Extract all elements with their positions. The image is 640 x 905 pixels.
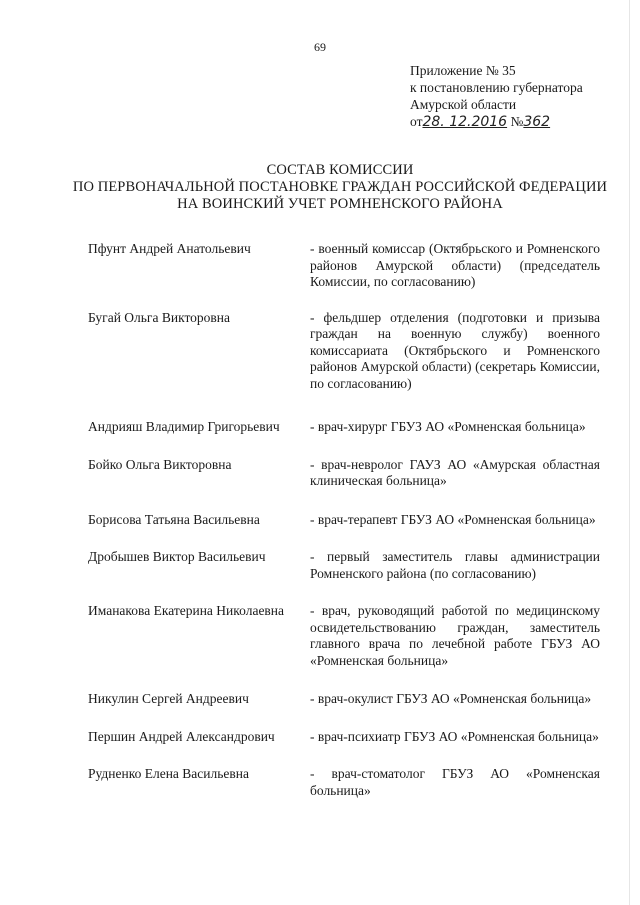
date-prefix: от	[410, 114, 423, 129]
number-prefix: №	[510, 114, 524, 129]
appendix-line-2: к постановлению губернатора	[410, 80, 583, 95]
page-number: 69	[314, 40, 326, 54]
member-name: Першин Андрей Александрович	[88, 728, 275, 744]
member-role: - военный комиссар (Октябрьского и Ромненского районов Амурской области) (председатель Комиссии, по согласованию)	[310, 241, 600, 289]
member-name: Борисова Татьяна Васильевна	[88, 511, 260, 527]
member-row	[88, 310, 600, 393]
member-role: - врач-хирург ГБУЗ АО «Ромненская больница»	[310, 419, 586, 434]
member-name: Бойко Ольга Викторовна	[88, 456, 232, 472]
member-row	[88, 603, 600, 669]
member-row	[88, 549, 600, 582]
appendix-line-1: Приложение № 35	[410, 63, 516, 78]
handwritten-number: 362	[523, 114, 551, 130]
member-name: Андрияш Владимир Григорьевич	[88, 419, 280, 434]
member-name: Пфунт Андрей Анатольевич	[88, 241, 251, 256]
page-edge-line	[629, 0, 630, 905]
member-list	[88, 241, 600, 799]
title-line-2: ПО ПЕРВОНАЧАЛЬНОЙ ПОСТАНОВКЕ ГРАЖДАН РОССИЙСКОЙ ФЕДЕРАЦИИ	[72, 179, 608, 195]
member-name: Дробышев Виктор Васильевич	[88, 549, 266, 564]
member-row	[88, 729, 600, 746]
appendix-block	[410, 62, 583, 131]
member-role: - врач-стоматолог ГБУЗ АО «Ромненская больница»	[310, 766, 600, 798]
title-line-3: НА ВОИНСКИЙ УЧЕТ РОМНЕНСКОГО РАЙОНА	[177, 196, 503, 212]
member-row	[88, 419, 600, 436]
member-row	[88, 691, 600, 708]
member-name: Иманакова Екатерина Николаевна	[88, 603, 285, 618]
member-role: - врач-психиатр ГБУЗ АО «Ромненская больница»	[310, 728, 599, 744]
member-name: Бугай Ольга Викторовна	[88, 309, 231, 325]
member-role: - врач-невролог ГАУЗ АО «Амурская областная клиническая больница»	[310, 456, 600, 488]
member-role: - врач-окулист ГБУЗ АО «Ромненская больница»	[310, 691, 592, 706]
appendix-date-line	[410, 113, 583, 131]
document-title	[40, 162, 640, 213]
member-role: - врач, руководящий работой по медицинскому освидетельствованию граждан, заместитель главного врача по лечебной работе ГБУЗ АО «Ромненская больница»	[310, 603, 600, 668]
member-name: Никулин Сергей Андреевич	[88, 691, 249, 706]
appendix-line-3: Амурской области	[410, 97, 517, 112]
member-row	[88, 766, 600, 799]
title-line-1: СОСТАВ КОМИССИИ	[266, 162, 414, 178]
member-role: - врач-терапевт ГБУЗ АО «Ромненская больница»	[310, 511, 596, 527]
member-row	[88, 241, 600, 291]
member-row	[88, 512, 600, 529]
member-name: Рудненко Елена Васильевна	[88, 766, 249, 781]
member-role: - первый заместитель главы администрации Ромненского района (по согласованию)	[310, 549, 600, 581]
member-role: - фельдшер отделения (подготовки и призыва граждан на военную службу) военного комиссариата (Октябрьского и Ромненского районов Амурской области) (секретарь Комиссии, по согласованию)	[310, 309, 600, 391]
member-row	[88, 457, 600, 490]
handwritten-date: 28. 12.2016	[422, 114, 508, 130]
